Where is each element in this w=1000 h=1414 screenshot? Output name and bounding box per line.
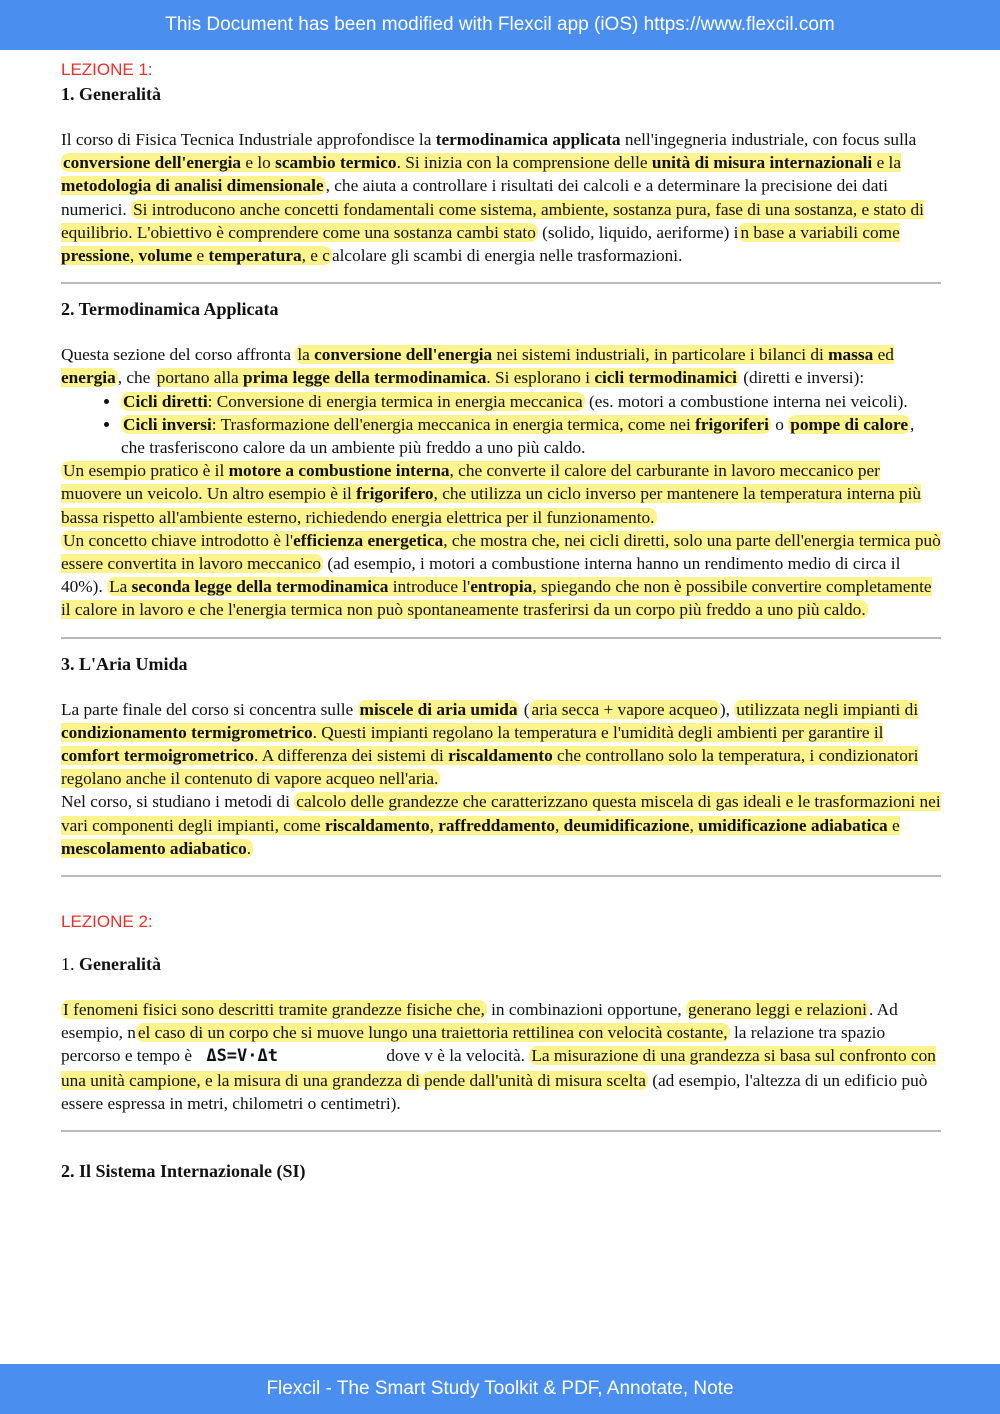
paragraph: I fenomeni fisici sono descritti tramite grandezze fisiche che, in combinazioni opportune, generano leggi e relazioni . Ad esempio, n el caso di un corpo che si muove lungo una traiettoria rettilinea con velocità costante, la relazione tra spazio percorso e tempo è ΔS=V·Δt dove v è la velocità. La misurazione di una grandezza si basa sul confronto con una unità campione, e la misura di una grandezza di pende dall'unità di misura scelta (ad esempio, l'altezza di un edificio può essere espressa in metri, chilometri o centimetri). — [61, 1000, 936, 1113]
paragraph: Il corso di Fisica Tecnica Industriale approfondisce la termodinamica applicata nell'ingegneria industriale, con focus sulla conversione dell'energia e lo scambio termico. Si inizia con la comprensione delle unità di misura internazionali e la metodologia di analisi dimensionale , che aiuta a controllare i risultati dei calcoli e a determinare la precisione dei dati numerici. Si introducono anche concetti fondamentali come sistema, ambiente, sostanza pura, fase di una sostanza, e stato di equilibrio. L'obiettivo è comprendere come una sostanza cambi stato (solido, liquido, aeriforme) i n base a variabili come pressione, volume e temperatura, e c alcolare gli scambi di energia nelle trasformazioni. — [61, 130, 924, 266]
list-item: • Cicli inversi: Trasformazione dell'energia meccanica in energia termica, come nei frigoriferi o pompe di calore , che trasferiscono calore da un ambiente più freddo a uno più caldo. — [121, 413, 941, 459]
paragraph: Un esempio pratico è il motore a combustione interna, che converte il calore del carburante in lavoro meccanico per muovere un veicolo. Un altro esempio è il frigorifero, che utilizza un ciclo inverso per mantenere la temperatura interna più bassa rispetto all'ambiente esterno, richiedendo energia elettrica per il funzionamento. — [61, 461, 922, 527]
paragraph: Nel corso, si studiano i metodi di calcolo delle grandezze che caratterizzano questa miscela di gas ideali e le trasformazioni nei vari componenti degli impianti, come riscaldamento, raffreddamento, deumidificazione, umidificazione adiabatica e mescolamento adiabatico. — [61, 792, 941, 858]
list-item: • Cicli diretti: Conversione di energia termica in energia meccanica (es. motori a combustione interna nei veicoli). — [121, 390, 941, 413]
paragraph: Questa sezione del corso affronta la conversione dell'energia nei sistemi industriali, in particolare i bilanci di massa ed energia , che portano alla prima legge della termodinamica. Si esplorano i cicli termodinamici (diretti e inversi): — [61, 345, 894, 388]
divider — [61, 637, 941, 639]
section-title: 1. Generalità — [61, 84, 161, 104]
lesson-2-label: LEZIONE 2: — [61, 912, 153, 932]
section-title: 1. Generalità — [61, 954, 161, 975]
divider — [61, 1130, 941, 1132]
divider — [61, 282, 941, 284]
section-title: 2. Il Sistema Internazionale (SI) — [61, 1161, 306, 1182]
flexcil-header-banner: This Document has been modified with Flexcil app (iOS) https://www.flexcil.com — [0, 0, 1000, 50]
flexcil-footer-banner: Flexcil - The Smart Study Toolkit & PDF, Annotate, Note — [0, 1364, 1000, 1414]
handwritten-formula: ΔS=V·Δt — [206, 1046, 278, 1067]
section-title: 2. Termodinamica Applicata — [61, 299, 279, 320]
paragraph: Un concetto chiave introdotto è l'efficienza energetica, che mostra che, nei cicli diretti, solo una parte dell'energia termica può essere convertita in lavoro meccanico (ad esempio, i motori a combustione interna hanno un rendimento medio di circa il 40%). La seconda legge della termodinamica introduce l'entropia, spiegando che non è possibile convertire completamente il calore in lavoro e che l'energia termica non può spontaneamente trasferirsi da un corpo più freddo a uno più caldo. — [61, 530, 941, 620]
section-title: 3. L'Aria Umida — [61, 653, 188, 674]
paragraph: La parte finale del corso si concentra sulle miscele di aria umida ( aria secca + vapore acqueo ), utilizzata negli impianti di condizionamento termigrometrico. Questi impianti regolano la temperatura e l'umidità degli ambienti per garantire il comfort termoigrometrico. A differenza dei sistemi di riscaldamento che controllano solo la temperatura, i condizionatori regolano anche il contenuto di vapore acqueo nell'aria. — [61, 699, 919, 789]
cycles-list — [61, 390, 941, 460]
lesson-1-label: LEZIONE 1: — [61, 60, 153, 79]
divider — [61, 875, 941, 877]
document-page — [61, 58, 941, 1183]
